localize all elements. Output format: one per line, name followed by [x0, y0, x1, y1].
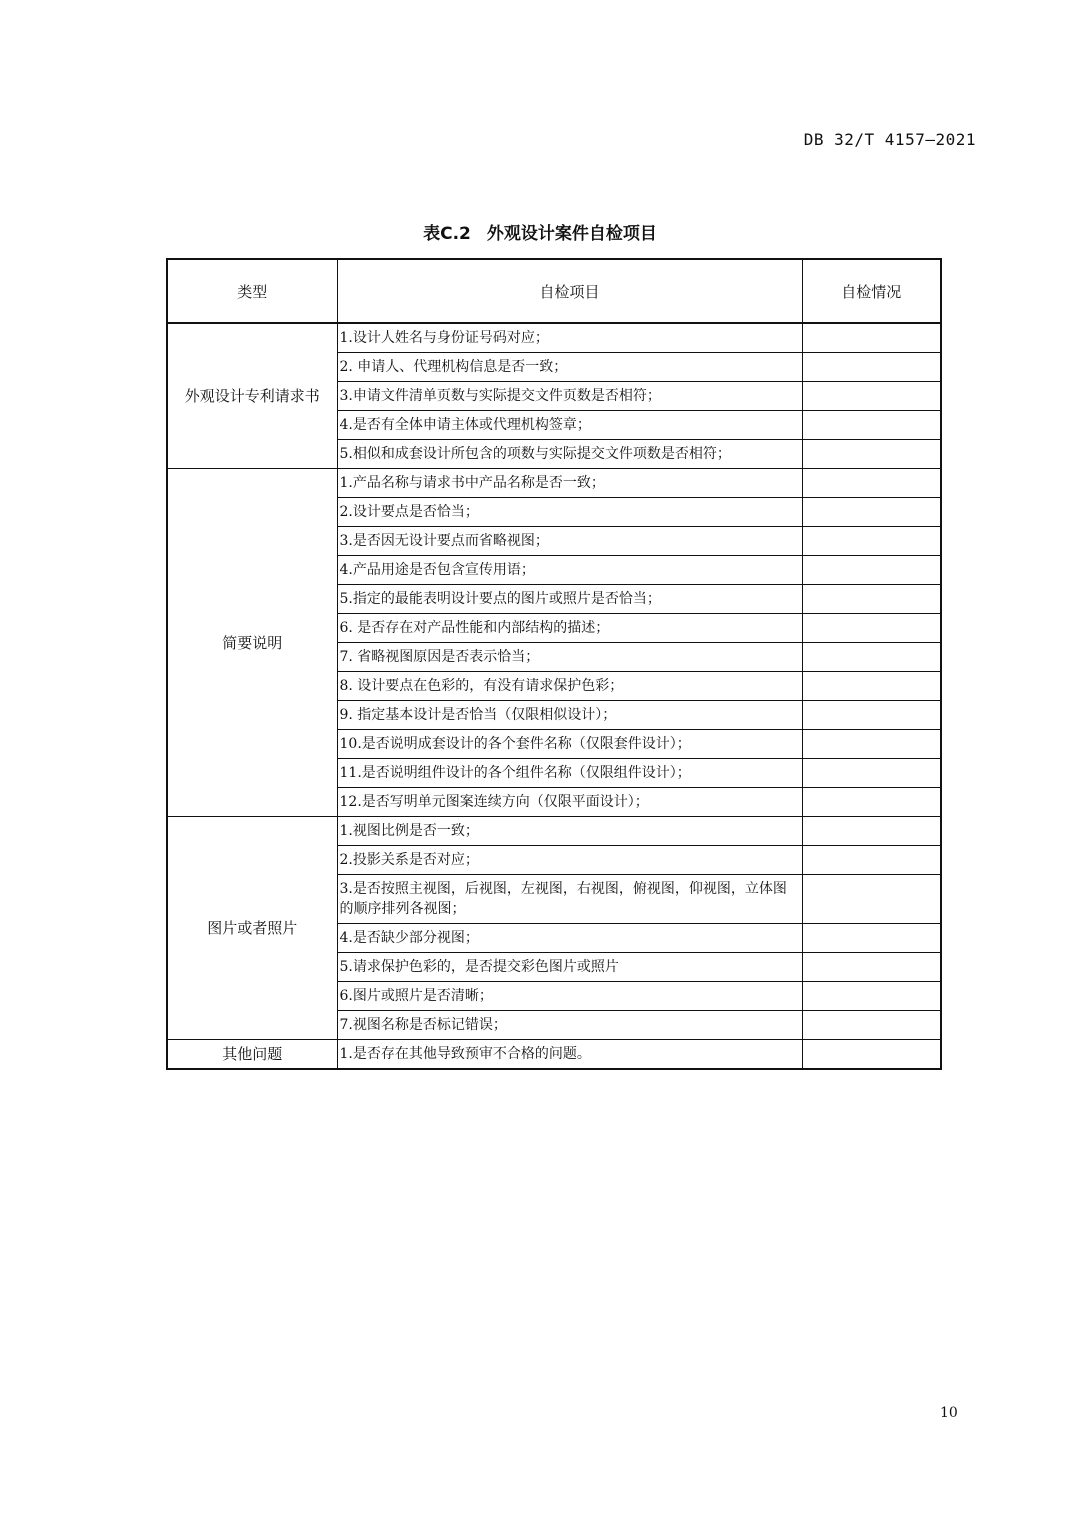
- check-status-cell[interactable]: [802, 788, 941, 817]
- check-status-cell[interactable]: [802, 614, 941, 643]
- check-status-cell[interactable]: [802, 498, 941, 527]
- check-status-cell[interactable]: [802, 469, 941, 498]
- check-status-cell[interactable]: [802, 1040, 941, 1070]
- check-status-cell[interactable]: [802, 730, 941, 759]
- page-number: 10: [940, 1405, 958, 1421]
- check-status-cell[interactable]: [802, 924, 941, 953]
- check-status-cell[interactable]: [802, 643, 941, 672]
- check-item: 3.是否按照主视图，后视图，左视图，右视图，俯视图，仰视图，立体图的顺序排列各视图；: [337, 875, 802, 924]
- check-item: 2. 申请人、代理机构信息是否一致；: [337, 353, 802, 382]
- check-status-cell[interactable]: [802, 953, 941, 982]
- table-caption: 外观设计案件自检项目: [486, 224, 657, 244]
- check-status-cell[interactable]: [802, 382, 941, 411]
- check-item: 5.相似和成套设计所包含的项数与实际提交文件项数是否相符；: [337, 440, 802, 469]
- check-status-cell[interactable]: [802, 527, 941, 556]
- table-row: [167, 817, 941, 846]
- check-item: 4.是否缺少部分视图；: [337, 924, 802, 953]
- check-status-cell[interactable]: [802, 1011, 941, 1040]
- check-item: 4.产品用途是否包含宣传用语；: [337, 556, 802, 585]
- check-item: 3.申请文件清单页数与实际提交文件页数是否相符；: [337, 382, 802, 411]
- check-item: 2.设计要点是否恰当；: [337, 498, 802, 527]
- check-status-cell[interactable]: [802, 982, 941, 1011]
- table-row: [167, 1040, 941, 1070]
- check-status-cell[interactable]: [802, 672, 941, 701]
- table-title: [0, 219, 1080, 244]
- check-status-cell[interactable]: [802, 440, 941, 469]
- group-type-pictures: 图片或者照片: [167, 817, 337, 1040]
- check-status-cell[interactable]: [802, 817, 941, 846]
- group-type-request: 外观设计专利请求书: [167, 323, 337, 469]
- check-item: 1.产品名称与请求书中产品名称是否一致；: [337, 469, 802, 498]
- group-type-other: 其他问题: [167, 1040, 337, 1070]
- check-status-cell[interactable]: [802, 323, 941, 353]
- table-row: [167, 469, 941, 498]
- check-item: 7.视图名称是否标记错误；: [337, 1011, 802, 1040]
- check-item: 1.是否存在其他导致预审不合格的问题。: [337, 1040, 802, 1070]
- check-status-cell[interactable]: [802, 585, 941, 614]
- check-item: 5.指定的最能表明设计要点的图片或照片是否恰当；: [337, 585, 802, 614]
- check-item: 6. 是否存在对产品性能和内部结构的描述；: [337, 614, 802, 643]
- check-status-cell[interactable]: [802, 701, 941, 730]
- check-item: 4.是否有全体申请主体或代理机构签章；: [337, 411, 802, 440]
- check-item: 8. 设计要点在色彩的，有没有请求保护色彩；: [337, 672, 802, 701]
- check-item: 1.设计人姓名与身份证号码对应；: [337, 323, 802, 353]
- check-item: 7. 省略视图原因是否表示恰当；: [337, 643, 802, 672]
- check-item: 6.图片或照片是否清晰；: [337, 982, 802, 1011]
- check-status-cell[interactable]: [802, 556, 941, 585]
- check-item: 3.是否因无设计要点而省略视图；: [337, 527, 802, 556]
- table-header-row: [167, 259, 941, 323]
- table-row: [167, 323, 941, 353]
- check-status-cell[interactable]: [802, 875, 941, 924]
- column-header-type: 类型: [167, 259, 337, 323]
- check-item: 9. 指定基本设计是否恰当（仅限相似设计）；: [337, 701, 802, 730]
- check-item: 5.请求保护色彩的，是否提交彩色图片或照片: [337, 953, 802, 982]
- check-item: 2.投影关系是否对应；: [337, 846, 802, 875]
- column-header-item: 自检项目: [337, 259, 802, 323]
- column-header-status: 自检情况: [802, 259, 941, 323]
- check-status-cell[interactable]: [802, 759, 941, 788]
- check-status-cell[interactable]: [802, 353, 941, 382]
- table-number: 表C.2: [423, 224, 471, 244]
- check-item: 10.是否说明成套设计的各个套件名称（仅限套件设计）；: [337, 730, 802, 759]
- check-status-cell[interactable]: [802, 411, 941, 440]
- standard-code: DB 32/T 4157—2021: [803, 130, 976, 149]
- check-status-cell[interactable]: [802, 846, 941, 875]
- group-type-brief-description: 简要说明: [167, 469, 337, 817]
- check-item: 12.是否写明单元图案连续方向（仅限平面设计）；: [337, 788, 802, 817]
- self-check-table: [166, 258, 942, 1070]
- check-item: 11.是否说明组件设计的各个组件名称（仅限组件设计）；: [337, 759, 802, 788]
- check-item: 1.视图比例是否一致；: [337, 817, 802, 846]
